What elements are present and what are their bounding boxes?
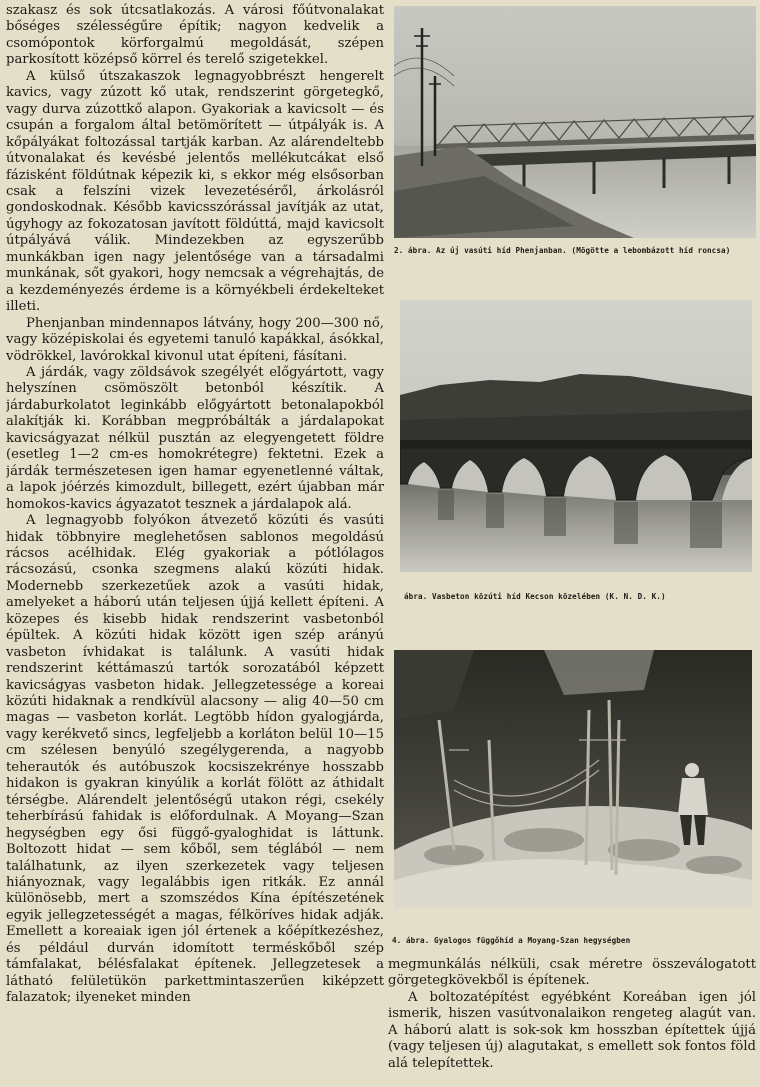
figure-2-caption: 2. ábra. Az új vasúti híd Phenjanban. (Mögötte a lebombázott híd roncsa) <box>394 246 731 255</box>
figure-4-caption: 4. ábra. Gyalogos függőhíd a Moyang-Szan hegységben <box>392 936 631 945</box>
right-paragraph-1: megmunkálás nélküli, csak méretre összeválogatott görgetegkövekből is építenek. <box>388 957 756 989</box>
paragraph-3: Phenjanban mindennapos látvány, hogy 200—300 nő, vagy középiskolai és egyetemi tanuló kapákkal, ásókkal, vödrökkel, lavórokkal kivonul utat építeni, fásítani. <box>6 315 384 364</box>
figure-2-photo <box>394 6 756 238</box>
right-text-column <box>388 957 756 1072</box>
figure-4 <box>392 650 752 945</box>
figure-3-caption: ábra. Vasbeton közúti híd Kecson közelében (K. N. D. K.) <box>404 592 666 601</box>
right-paragraph-2: A boltozatépítést egyébként Koreában igen jól ismerik, hiszen vasútvonalaikon rengeteg alagút van. A háború alatt is sok-sok km hosszban építettek újjá (vagy teljesen új) alagutakat, s emellett sok fontos föld alá telepítettek. <box>388 989 756 1071</box>
figure-3 <box>400 300 752 601</box>
left-text-column <box>6 3 384 1085</box>
figure-2 <box>394 6 756 255</box>
paragraph-4: A járdák, vagy zöldsávok szegélyét előgyártott, vagy helyszínen csömöszölt betonból készítik. A járdaburkolatot leginkább előgyártott betonalapokból alakítják ki. Korábban megpróbálták a járdalapokat kavicságyazat nélkül pusztán az elegyengetett földre (esetleg 1—2 cm-es homokrétegre) fektetni. Ezek a járdák természetesen igen hamar egyenetlenné váltak, a lapok jóérzés kimozdult, billegett, ezért újabban már homokos-kavics ágyazatot tesznek a járdalapok alá. <box>6 364 384 512</box>
figure-3-photo <box>400 300 752 572</box>
paragraph-2: A külső útszakaszok legnagyobbrészt hengerelt kavics, vagy zúzott kő utak, rendszerint görgetegkő, vagy durva zúzottkő alapon. Gyakoriak a kavicsolt — és csupán a forgalom által betömörített — útpályák is. A kőpályákat foltozással tartják karban. Az alárendeltebb útvonalakat és kevésbé jelentős mellékutcákat első fázisként földútnak képezik ki, s ekkor még elsősorban csak a felszíni vizek levezetéséről, árkolásról gondoskodnak. Később kavicsszórással javítják az utat, úgyhogy az fokozatosan javított földúttá, majd kavicsolt útpályává válik. Mindezekben az egyszerűbb munkákban igen nagy jelentősége van a társadalmi munkának, sőt gyakori, hogy nemcsak a végrehajtás, de a kezdeményezés érdeme is a környékbeli érdekelteket illeti. <box>6 68 384 315</box>
paragraph-5: A legnagyobb folyókon átvezető közúti és vasúti hidak többnyire meglehetősen sablonos megoldású rácsos acélhidak. Elég gyakoriak a pótlólagos rácsozású, csonka szegmens alakú közúti hidak. Modernebb szerkezetűek azok a vasúti hidak, amelyeket a háború után teljesen újjá kellett építeni. A közepes és kisebb hidak rendszerint vasbetonból épültek. A közúti hidak között igen szép arányú vasbeton ívhidakat is találunk. A vasúti hidak rendszerint kéttámaszú tartók sorozatából képzett kavicságyas vasbeton hidak. Jellegzetessége a koreai közúti hidaknak a rendkívül alacsony — alig 40—50 cm magas — vasbeton korlát. Legtöbb hídon gyalogjárda, vagy kerékvető sincs, legfeljebb a korláton belül 10—15 cm szélesen benyúló szegélygerenda, a nagyobb teherautók és autóbuszok kocsiszekrénye hosszabb hidakon is gyakran kinyúlik a korlát fölött az áthidalt térségbe. Alárendelt jelentőségű utakon régi, csekély teherbírású fahidak is előfordulnak. A Moyang—Szan hegységben egy ősi függő-gyaloghidat is láttunk. Boltozott hidat — sem kőből, sem téglából — nem találhatunk, az ilyen szerkezetek vagy teljesen hiányoznak, vagy legalábbis igen ritkák. Ez annál különösebb, mert a szomszédos Kína építészetének egyik jellegzetességét a magas, félköríves hidak adják. Emellett a koreaiak igen jól értenek a kőépítkezéshez, és például durván idomított terméskőből szép támfalakat, bélésfalakat építenek. Jellegzetesek a látható felületükön parkettmintaszerűen kiképzett falazatok; ilyeneket minden <box>6 513 384 1006</box>
figure-4-photo <box>394 650 752 908</box>
paragraph-1: szakasz és sok útcsatlakozás. A városi főútvonalakat bőséges szélességűre építik; nagyon kedvelik a csomópontok körforgalmú megoldását, szépen parkosított középső körrel és terelő szigetekkel. <box>6 3 384 68</box>
